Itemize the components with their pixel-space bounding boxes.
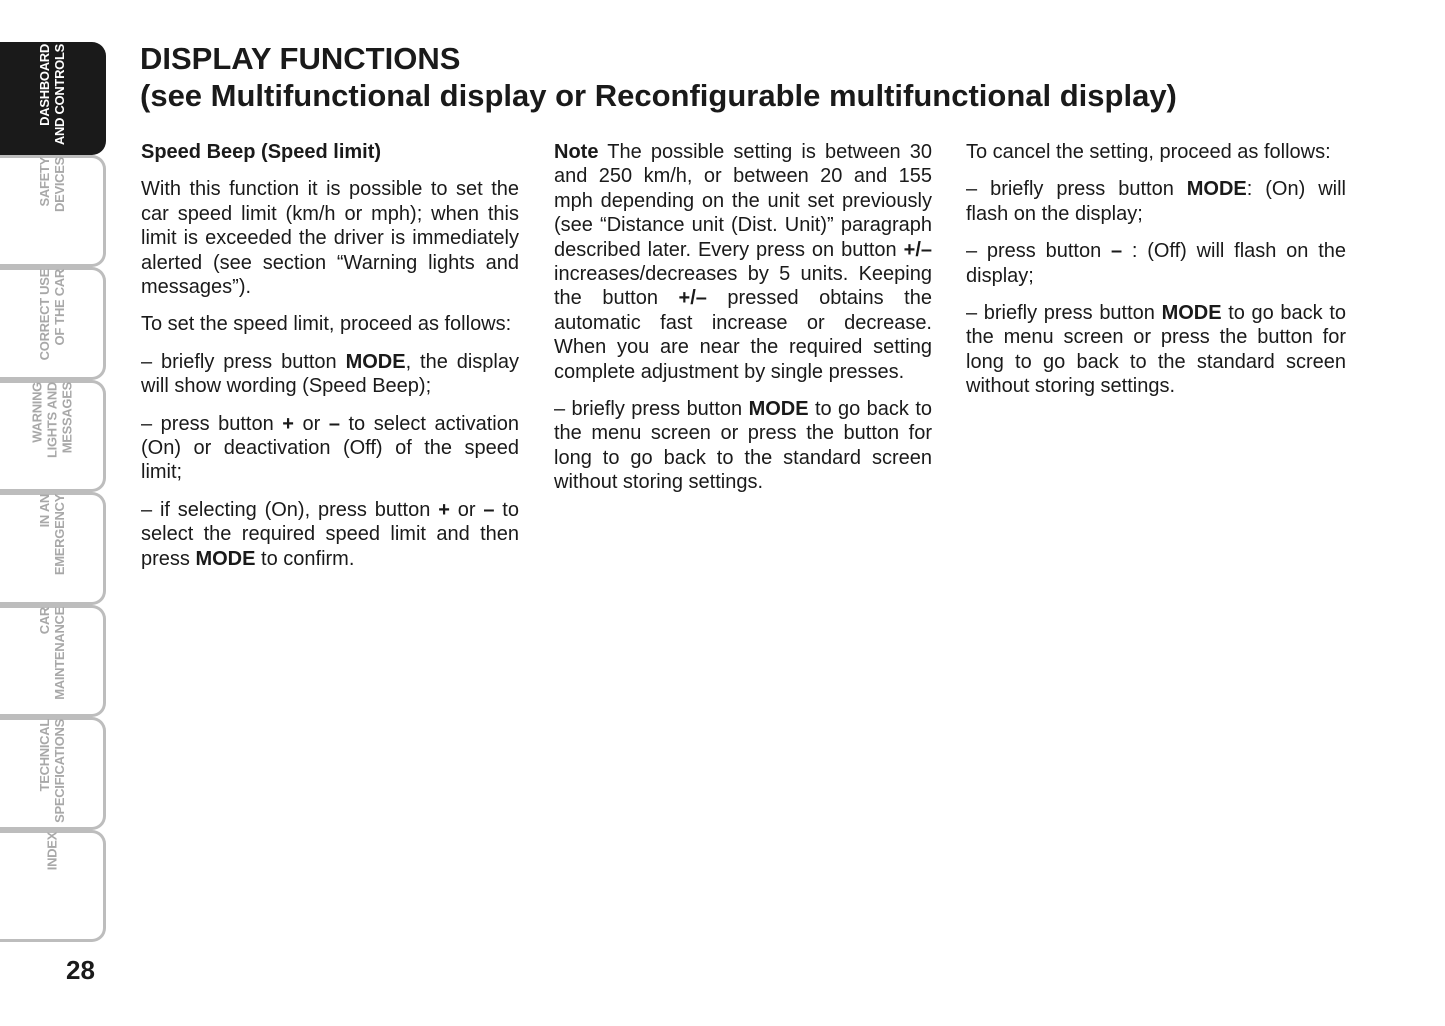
tab-dashboard-and-controls[interactable] [0,42,106,155]
step-paragraph: – briefly press button MODE to go back to the menu screen or press the button for long to go back to the standard screen without storing settings. [554,398,932,494]
minus-button-ref: – [483,498,495,521]
step-paragraph: – briefly press button MODE, the display will show wording (Speed Beep); [141,350,519,398]
section-subheading: Speed Beep (Speed limit) [141,141,382,163]
paragraph: With this function it is possible to set the car speed limit (km/h or mph); when this limit is exceeded the driver is immediately alerted (see section “Warning lights and messages”). [141,178,519,299]
paragraph: To set the speed limit, proceed as follows: [141,313,512,336]
tab-technical-specifications[interactable] [0,717,106,830]
tab-warning-lights[interactable] [0,380,106,493]
page-title [140,40,1177,114]
tab-label: TECHNICAL SPECIFICATIONS [36,719,67,824]
page-number: 28 [66,955,95,985]
step-paragraph: – if selecting (On), press button + or – to select the required speed limit and then press MODE to confirm. [141,498,519,570]
section-tabs [0,42,106,942]
note-label: Note [554,141,599,163]
step-paragraph: – press button + or – to select activation (On) or deactivation (Off) of the speed limit; [141,412,519,484]
tab-car-maintenance[interactable] [0,605,106,718]
plus-button-ref: + [282,412,294,435]
tab-label: WARNING LIGHTS AND MESSAGES [29,381,74,458]
tab-safety-devices[interactable] [0,155,106,268]
tab-label: SAFETY DEVICES [36,156,67,212]
mode-button-ref: MODE [345,350,406,373]
plus-button-ref: + [438,498,450,521]
minus-button-ref: – [1110,240,1123,263]
tab-label: IN AN EMERGENCY [36,494,67,576]
mode-button-ref: MODE [748,398,809,421]
mode-button-ref: MODE [195,547,256,570]
tab-index[interactable] [0,830,106,943]
note-paragraph: Note The possible setting is between 30 and 250 km/h, or between 20 and 155 mph depending on the unit set previously (see “Distance unit (Dist. Unit)” paragraph described later. Every press on button +/– increases/decreases by 5 units. Keeping the button +/– pressed obtains the automatic fast increase or decrease. When you are near the required setting complete adjustment by single presses. [554,141,932,383]
column-1 [141,140,519,584]
step-paragraph: – briefly press button MODE to go back to the menu screen or press the button for long to go back to the standard screen without storing settings. [966,302,1346,398]
step-paragraph: – briefly press button MODE: (On) will flash on the display; [966,178,1346,225]
tab-correct-use[interactable] [0,267,106,380]
paragraph: To cancel the setting, proceed as follows: [966,141,1331,163]
minus-button-ref: – [328,412,340,435]
mode-button-ref: MODE [1161,302,1222,325]
mode-button-ref: MODE [1186,178,1247,201]
step-paragraph: – press button – : (Off) will flash on the display; [966,240,1346,287]
tab-label: CORRECT USE OF THE CAR [36,269,67,361]
page-title-line-1: DISPLAY FUNCTIONS [140,41,461,76]
column-2 [554,140,932,508]
plus-minus-button-ref: +/– [903,238,932,261]
tab-in-an-emergency[interactable] [0,492,106,605]
tab-label: CAR MAINTENANCE [36,606,67,700]
plus-minus-button-ref: +/– [678,287,707,310]
tab-label: DASHBOARD AND CONTROLS [36,44,67,146]
page-title-line-2: (see Multifunctional display or Reconfigurable multifunctional display) [140,78,1177,113]
tab-label: INDEX [44,831,59,870]
column-3 [966,140,1346,412]
